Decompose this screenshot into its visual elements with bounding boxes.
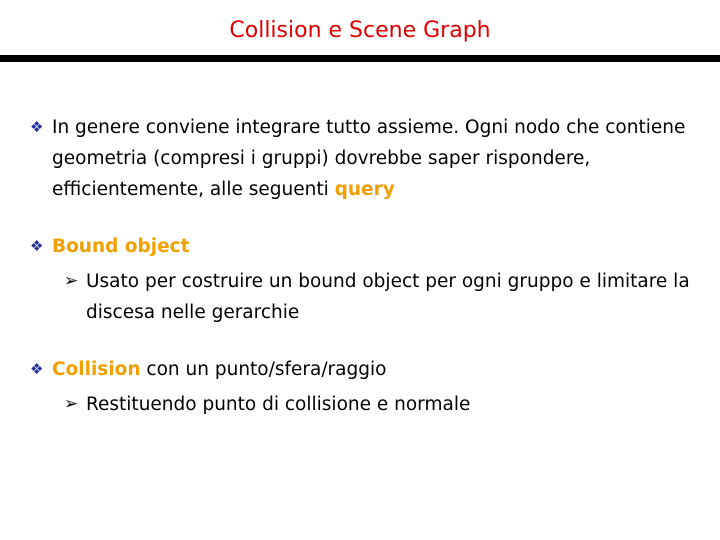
sub-bullet-bound-object-text: Usato per costruire un bound object per ogni gruppo e limitare la discesa nelle gerarchie	[86, 271, 690, 323]
bullet-bound-object-highlight: Bound object	[52, 236, 190, 257]
diamond-bullet-icon: ❖	[30, 360, 44, 378]
bullet-intro-highlight: query	[334, 179, 395, 200]
arrow-bullet-icon: ➢	[64, 394, 79, 414]
sub-bullet-collision	[30, 389, 690, 420]
slide-content	[30, 112, 690, 420]
diamond-bullet-icon: ❖	[30, 118, 44, 136]
bullet-intro	[30, 112, 690, 205]
sub-bullet-collision-text: Restituendo punto di collisione e normale	[86, 394, 471, 415]
arrow-bullet-icon: ➢	[64, 271, 79, 291]
bullet-intro-text: In genere conviene integrare tutto assieme. Ogni nodo che contiene geometria (compresi i gruppi) dovrebbe saper rispondere, efficientemente, alle seguenti	[52, 117, 686, 200]
bullet-collision-highlight: Collision	[52, 359, 141, 380]
sub-bullet-bound-object	[30, 266, 690, 328]
bullet-collision	[30, 354, 690, 385]
slide-title: Collision e Scene Graph	[229, 18, 491, 43]
bullet-bound-object	[30, 231, 690, 262]
bullet-collision-text: con un punto/sfera/raggio	[140, 359, 387, 380]
title-rule	[0, 55, 720, 62]
diamond-bullet-icon: ❖	[30, 237, 44, 255]
